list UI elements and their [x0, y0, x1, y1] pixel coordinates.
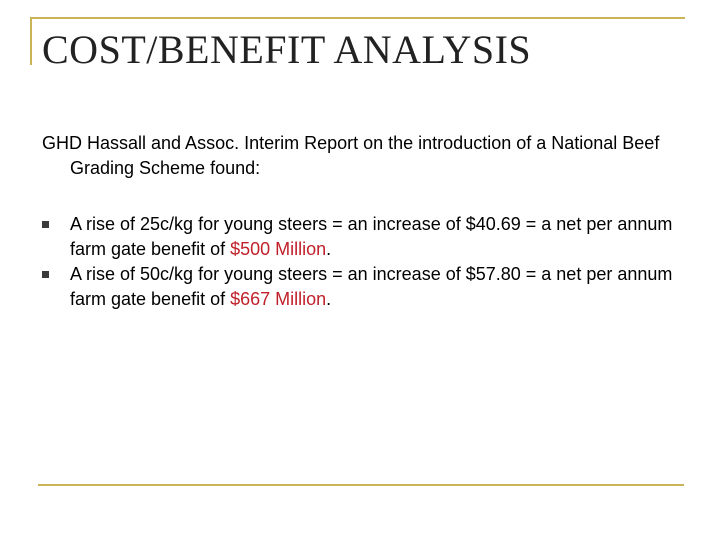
benefit-amount: $667 Million: [230, 289, 327, 309]
bullet-text: A rise of 50c/kg for young steers = an increase of $57.80 = a net per annum farm gate benefit of: [70, 264, 673, 309]
square-bullet-icon: [42, 221, 49, 228]
bullet-list: [42, 212, 692, 312]
frame-left-line: [30, 17, 32, 65]
intro-paragraph: GHD Hassall and Assoc. Interim Report on the introduction of a National Beef Grading Scheme found:: [42, 133, 660, 178]
frame-bottom-line: [38, 484, 684, 486]
bullet-item-1: [42, 212, 692, 262]
square-bullet-icon: [42, 271, 49, 278]
frame-top-line: [30, 17, 685, 19]
benefit-amount: $500 Million: [230, 239, 327, 259]
bullet-item-2: [42, 262, 692, 312]
bullet-punctuation: .: [326, 239, 332, 259]
slide-title: COST/BENEFIT ANALYSIS: [42, 27, 532, 72]
bullet-punctuation: .: [326, 289, 332, 309]
bullet-text: A rise of 25c/kg for young steers = an increase of $40.69 = a net per annum farm gate benefit of: [70, 214, 673, 259]
